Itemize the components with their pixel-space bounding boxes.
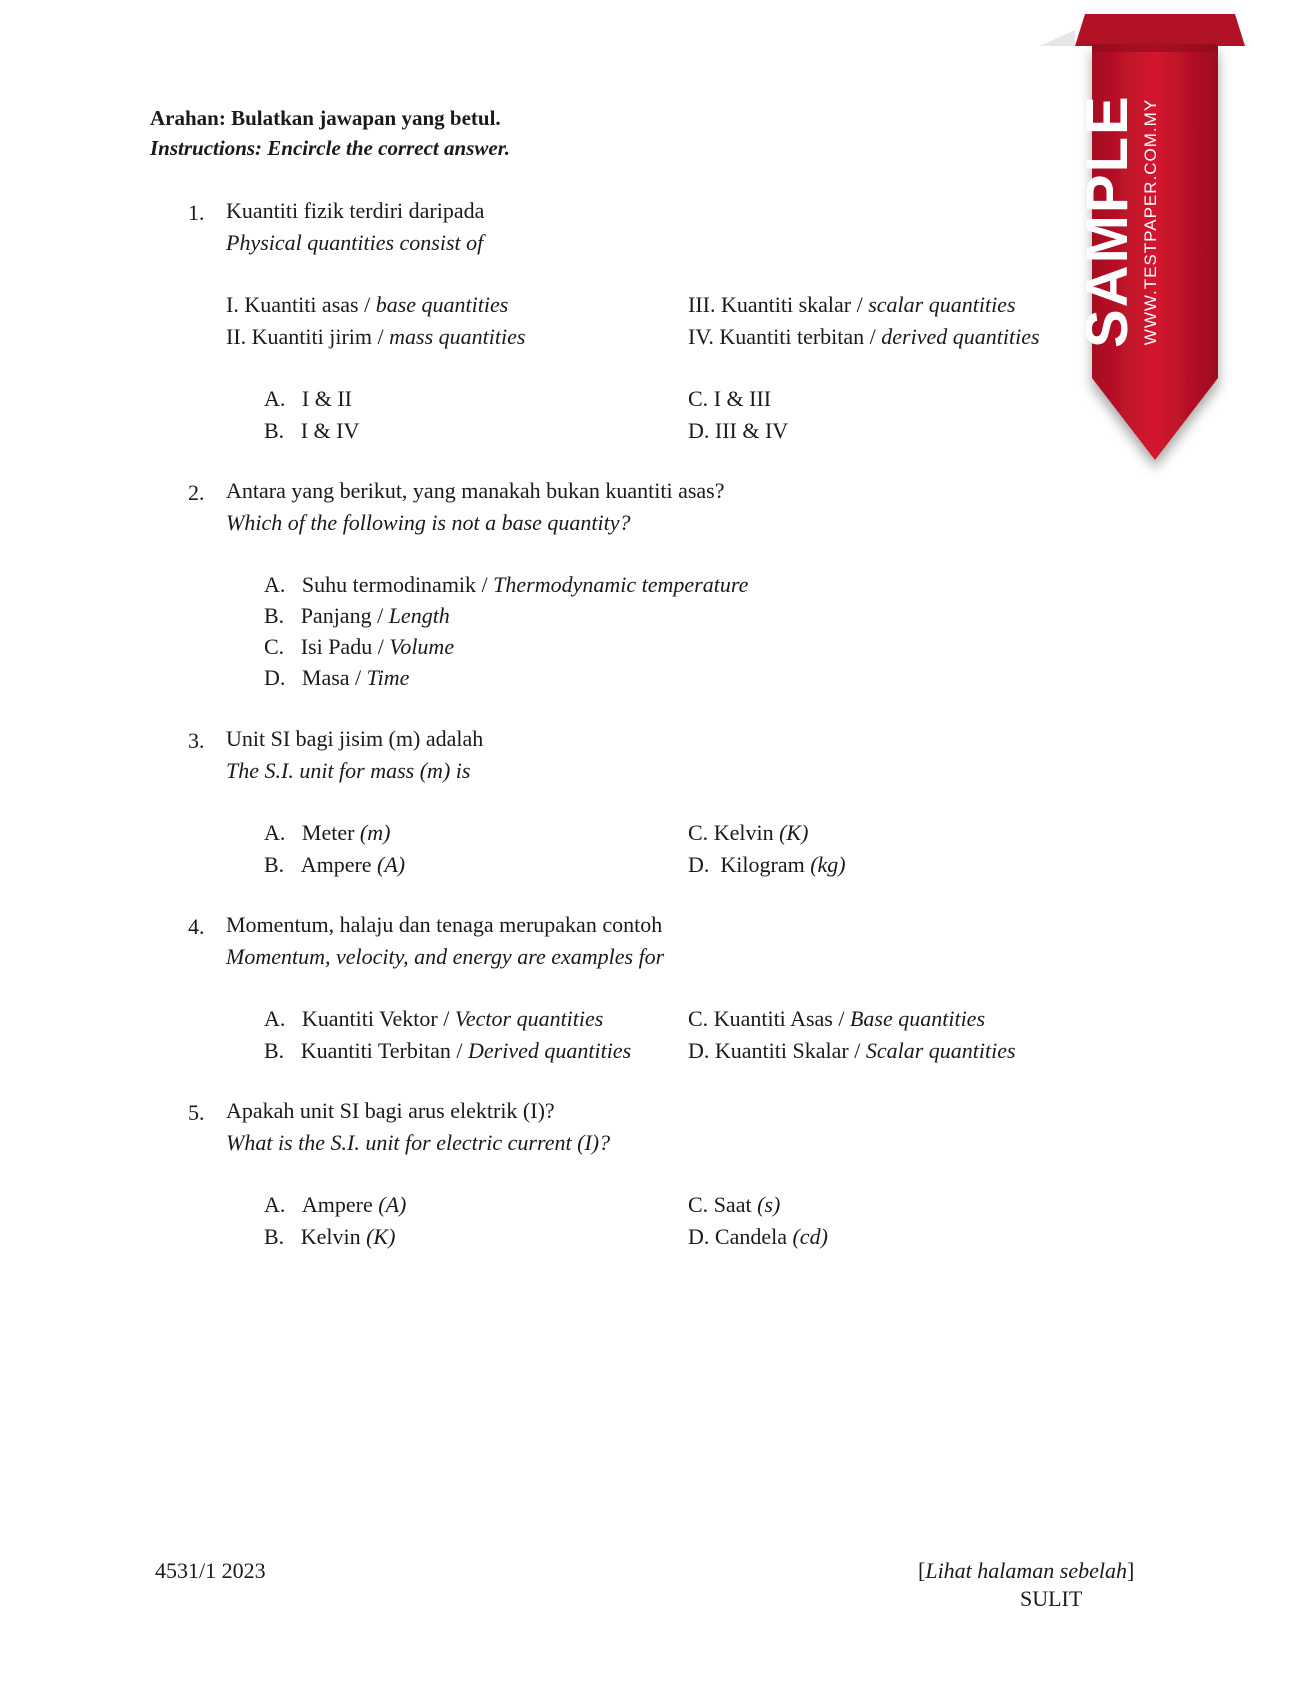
question-number: 3.	[188, 728, 205, 753]
option-a[interactable]: A. Ampere (A)	[264, 1192, 407, 1217]
option-d[interactable]: D. Kilogram (kg)	[688, 852, 846, 877]
next-page-note: [Lihat halaman sebelah]	[918, 1558, 1135, 1583]
option-a[interactable]: A. Suhu termodinamik / Thermodynamic temperature	[264, 572, 749, 597]
option-c[interactable]: C. Isi Padu / Volume	[264, 634, 455, 659]
classification-label: SULIT	[1020, 1586, 1083, 1611]
question-text-malay: Kuantiti fizik terdiri daripada	[226, 198, 485, 223]
question-text-english: The S.I. unit for mass (m) is	[226, 758, 471, 783]
ribbon-sample-text: SAMPLE	[1075, 94, 1140, 348]
question-number: 4.	[188, 914, 205, 939]
option-d[interactable]: D. Masa / Time	[264, 665, 410, 690]
question-number: 2.	[188, 480, 205, 505]
option-d[interactable]: D. Candela (cd)	[688, 1224, 828, 1249]
option-b[interactable]: B. Panjang / Length	[264, 603, 450, 628]
option-d[interactable]: D. III & IV	[688, 418, 789, 443]
instruction-english: Instructions: Encircle the correct answer.	[150, 136, 510, 160]
option-a[interactable]: A. I & II	[264, 386, 352, 411]
question-text-english: Momentum, velocity, and energy are examples for	[226, 944, 665, 969]
question-text-malay: Momentum, halaju dan tenaga merupakan contoh	[226, 912, 663, 937]
option-a[interactable]: A. Kuantiti Vektor / Vector quantities	[264, 1006, 604, 1031]
question-text-english: Physical quantities consist of	[226, 230, 484, 255]
option-b[interactable]: B. Kuantiti Terbitan / Derived quantities	[264, 1038, 632, 1063]
statement-2: II. Kuantiti jirim / mass quantities	[226, 324, 526, 349]
option-c[interactable]: C. Kuantiti Asas / Base quantities	[688, 1006, 986, 1031]
instruction-malay: Arahan: Bulatkan jawapan yang betul.	[150, 106, 501, 130]
question-number: 1.	[188, 200, 205, 225]
question-number: 5.	[188, 1100, 205, 1125]
statement-3: III. Kuantiti skalar / scalar quantities	[688, 292, 1016, 317]
option-a[interactable]: A. Meter (m)	[264, 820, 391, 845]
statement-4: IV. Kuantiti terbitan / derived quantities	[688, 324, 1040, 349]
paper-code: 4531/1 2023	[155, 1558, 266, 1583]
option-c[interactable]: C. Kelvin (K)	[688, 820, 809, 845]
option-c[interactable]: C. I & III	[688, 386, 772, 411]
sample-ribbon	[1030, 0, 1260, 500]
statement-1: I. Kuantiti asas / base quantities	[226, 292, 509, 317]
question-text-malay: Unit SI bagi jisim (m) adalah	[226, 726, 484, 751]
question-text-english: What is the S.I. unit for electric current (I)?	[226, 1130, 611, 1155]
question-text-english: Which of the following is not a base quantity?	[226, 510, 631, 535]
option-b[interactable]: B. I & IV	[264, 418, 360, 443]
question-text-malay: Antara yang berikut, yang manakah bukan kuantiti asas?	[226, 478, 725, 503]
option-b[interactable]: B. Ampere (A)	[264, 852, 406, 877]
option-b[interactable]: B. Kelvin (K)	[264, 1224, 396, 1249]
ribbon-website-text: WWW.TESTPAPER.COM.MY	[1141, 98, 1160, 346]
option-d[interactable]: D. Kuantiti Skalar / Scalar quantities	[688, 1038, 1016, 1063]
option-c[interactable]: C. Saat (s)	[688, 1192, 781, 1217]
question-text-malay: Apakah unit SI bagi arus elektrik (I)?	[226, 1098, 555, 1123]
